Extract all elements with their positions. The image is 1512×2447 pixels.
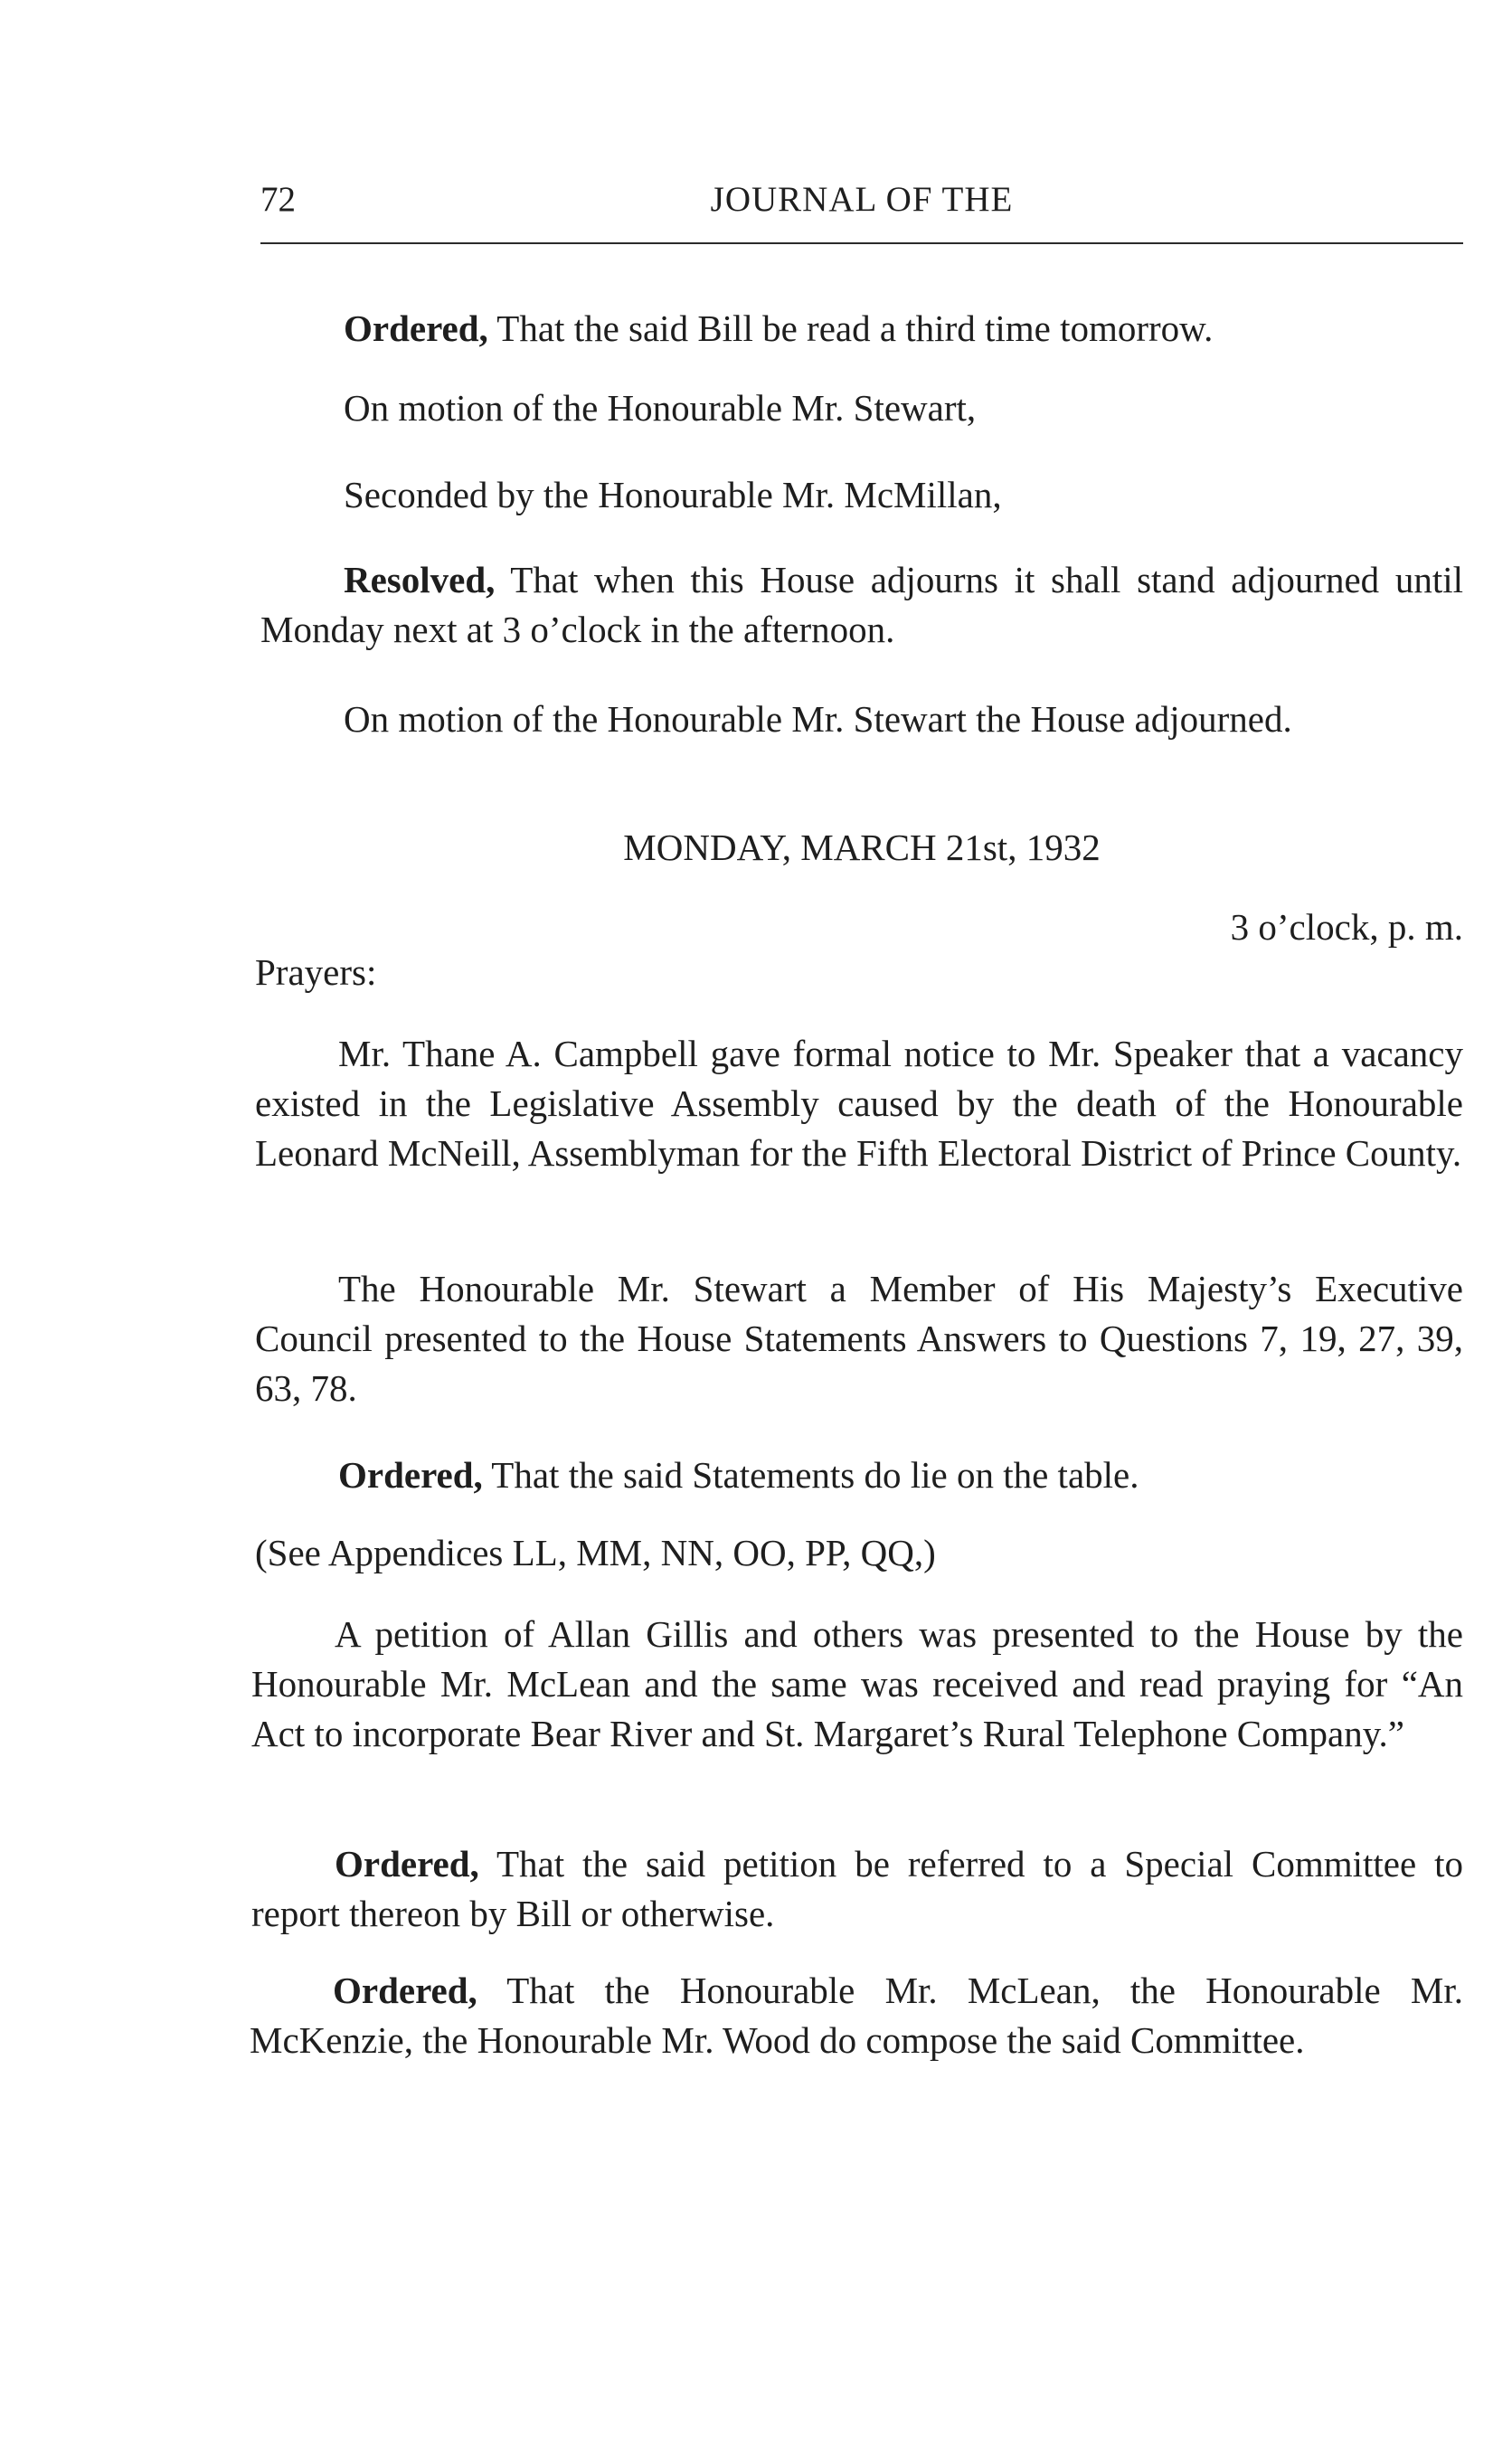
running-head: JOURNAL OF THE: [710, 180, 1014, 219]
lead-word: Ordered,: [335, 1843, 479, 1885]
paragraph-motion: On motion of the Honourable Mr. Stewart,: [344, 387, 977, 429]
lead-word: Resolved,: [344, 559, 496, 600]
lead-word: Ordered,: [333, 1970, 477, 2011]
paragraph-petition: A petition of Allan Gillis and others was presented to the House by the Honourable Mr. McLean and the same was received and read praying for “An Act to incorporate Bear River and St. Margaret’s Rural Telephone Company.”: [251, 1613, 1463, 1754]
paragraph-ordered-third-reading: [344, 304, 1465, 354]
paragraph-ordered-table: [338, 1450, 1463, 1500]
paragraph-adjourned: On motion of the Honourable Mr. Stewart the House adjourned.: [344, 698, 1292, 740]
paragraph-ordered-members: [250, 1966, 1463, 2065]
paragraph-resolved: [260, 555, 1463, 655]
header-rule: [260, 242, 1463, 244]
paragraph-appendices: (See Appendices LL, MM, NN, OO, PP, QQ,): [255, 1532, 936, 1573]
paragraph-text: That the said Statements do lie on the table.: [482, 1454, 1139, 1496]
paragraph-text: That when this House adjourns it shall stand adjourned until Monday next at 3 o’clock in the afternoon.: [260, 559, 1463, 650]
paragraph-ordered-committee: [251, 1839, 1463, 1939]
lead-word: Ordered,: [338, 1454, 483, 1496]
page-number: 72: [260, 180, 296, 219]
sitting-time: 3 o’clock, p. m.: [1230, 906, 1463, 948]
paragraph-vacancy-notice: Mr. Thane A. Campbell gave formal notice to Mr. Speaker that a vacancy existed in the Legislative Assembly caused by the death of the Honourable Leonard McNeill, Assemblyman for the Fifth Electoral District of Prince County.: [255, 1033, 1463, 1174]
prayers-label: Prayers:: [255, 951, 377, 993]
paragraph-statements-presented: The Honourable Mr. Stewart a Member of His Majesty’s Executive Council presented to the House Statements Answers to Questions 7, 19, 27, 39, 63, 78.: [255, 1268, 1463, 1409]
paragraph-text: That the Honourable Mr. McLean, the Honourable Mr. McKenzie, the Honourable Mr. Wood do compose the said Committee.: [250, 1970, 1463, 2061]
paragraph-seconded: Seconded by the Honourable Mr. McMillan,: [344, 474, 1002, 515]
date-heading: MONDAY, MARCH 21st, 1932: [623, 827, 1101, 868]
lead-word: Ordered,: [344, 307, 488, 349]
paragraph-text: That the said petition be referred to a Special Committee to report thereon by Bill or otherwise.: [251, 1843, 1463, 1934]
paragraph-text: That the said Bill be read a third time tomorrow.: [487, 307, 1214, 349]
page-header: [260, 172, 1463, 226]
